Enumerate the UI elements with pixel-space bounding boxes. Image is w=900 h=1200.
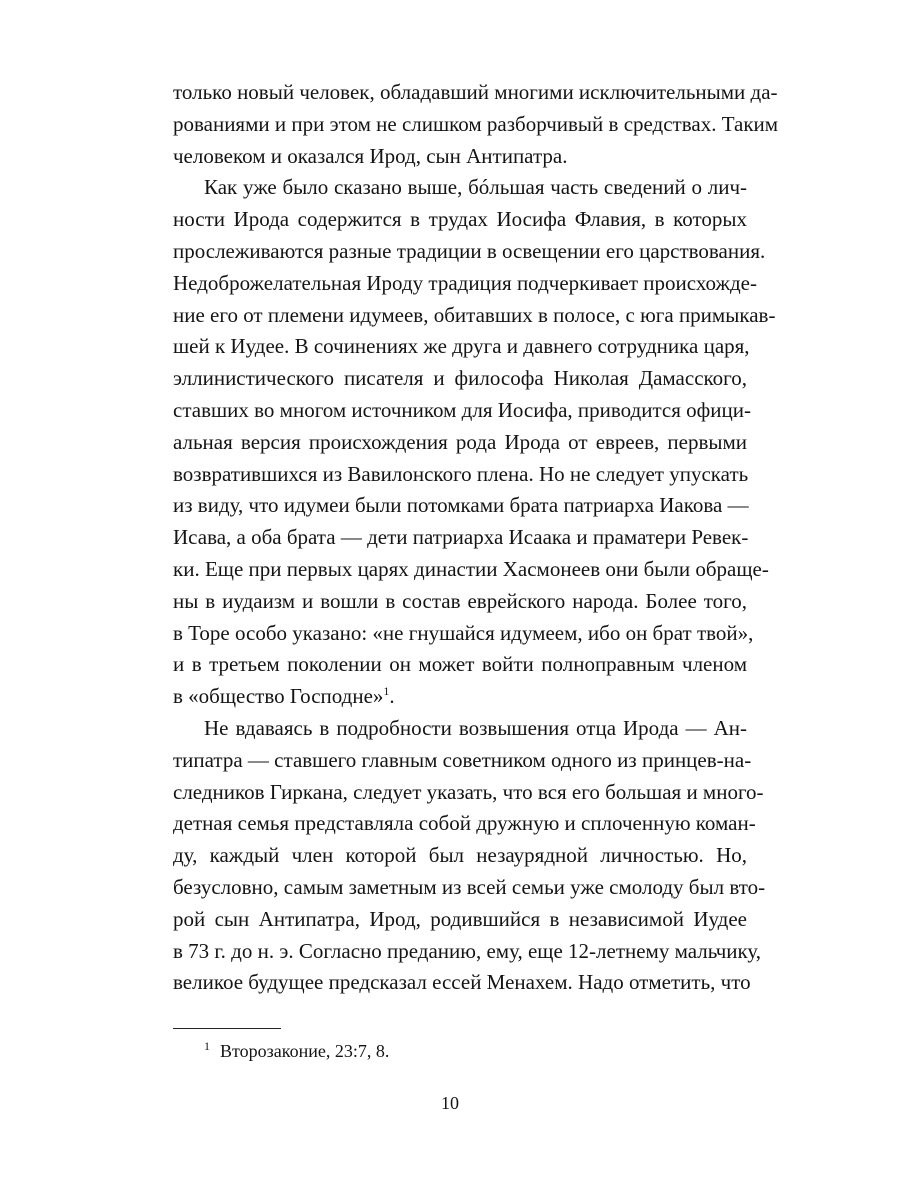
text-line: Исава, а оба брата — дети патриарха Исаака и праматери Ревек-: [173, 525, 749, 550]
paragraph-1: [173, 77, 779, 172]
footnote: [204, 1034, 389, 1063]
text-line: ности Ирода содержится в трудах Иосифа Флавия, в которых: [173, 207, 747, 232]
paragraph-2: [173, 172, 776, 713]
text-line: только новый человек, обладавший многими исключительными да-: [173, 80, 778, 104]
text-line: ставших во многом источником для Иосифа, приводится офици-: [173, 397, 751, 422]
text-line: из виду, что идумеи были потомками брата патриарха Иакова —: [173, 493, 749, 518]
text-line: ки. Еще при первых царях династии Хасмонеев они были обраще-: [173, 556, 769, 581]
text-line: и в третьем поколении он может войти полноправным членом: [173, 652, 747, 677]
footnote-reference[interactable]: 1: [383, 684, 390, 699]
text-line: безусловно, самым заметным из всей семьи уже смолоду был вто-: [173, 874, 766, 899]
text-line: в «общество Господне»: [173, 684, 384, 709]
footnote-mark: 1: [204, 1039, 210, 1053]
text-line: рованиями и при этом не слишком разборчивый в средствах. Таким: [173, 111, 779, 136]
text-line: в Торе особо указано: «не гнушайся идумеем, ибо он брат твой»,: [173, 620, 754, 645]
text-line: ду, каждый член которой был незаурядной личностью. Но,: [173, 843, 747, 868]
period: .: [389, 684, 395, 709]
text-line: шей к Иудее. В сочинениях же друга и давнего сотрудника царя,: [173, 334, 750, 359]
text-line: рой сын Антипатра, Ирод, родившийся в независимой Иудее: [173, 906, 747, 931]
text-line: следников Гиркана, следует указать, что вся его большая и много-: [173, 779, 764, 804]
text-line: ние его от племени идумеев, обитавших в полосе, с юга примыкав-: [173, 302, 776, 327]
text-line: детная семья представляла собой дружную и сплоченную коман-: [173, 811, 756, 836]
text-line: эллинистического писателя и философа Николая Дамасского,: [173, 366, 747, 391]
text-line: в 73 г. до н. э. Согласно преданию, ему, еще 12-летнему мальчику,: [173, 938, 762, 963]
text-line: Недоброжелательная Ироду традиция подчеркивает происхожде-: [173, 270, 758, 295]
text-line: прослеживаются разные традиции в освещении его царствования.: [173, 238, 766, 263]
text-line: Не вдаваясь в подробности возвышения отца Ирода — Ан-: [204, 715, 747, 740]
main-text: [173, 77, 779, 999]
text-line: Как уже было сказано выше, бóльшая часть сведений о лич-: [204, 175, 747, 200]
footnote-divider: [173, 1028, 281, 1029]
text-line: великое будущее предсказал ессей Менахем. Надо отметить, что: [173, 970, 751, 995]
text-line: человеком и оказался Ирод, сын Антипатра.: [173, 143, 568, 168]
text-line: возвратившихся из Вавилонского плена. Но не следует упускать: [173, 461, 749, 486]
text-line: альная версия происхождения рода Ирода от евреев, первыми: [173, 429, 747, 454]
footnote-text: Второзаконие, 23:7, 8.: [220, 1041, 390, 1061]
paragraph-3: [173, 713, 766, 999]
text-line-with-footnote: [173, 681, 747, 713]
text-line: типатра — ставшего главным советником одного из принцев-на-: [173, 747, 752, 772]
page-number: 10: [441, 1093, 459, 1113]
text-line: ны в иудаизм и вошли в состав еврейского народа. Более того,: [173, 588, 747, 613]
